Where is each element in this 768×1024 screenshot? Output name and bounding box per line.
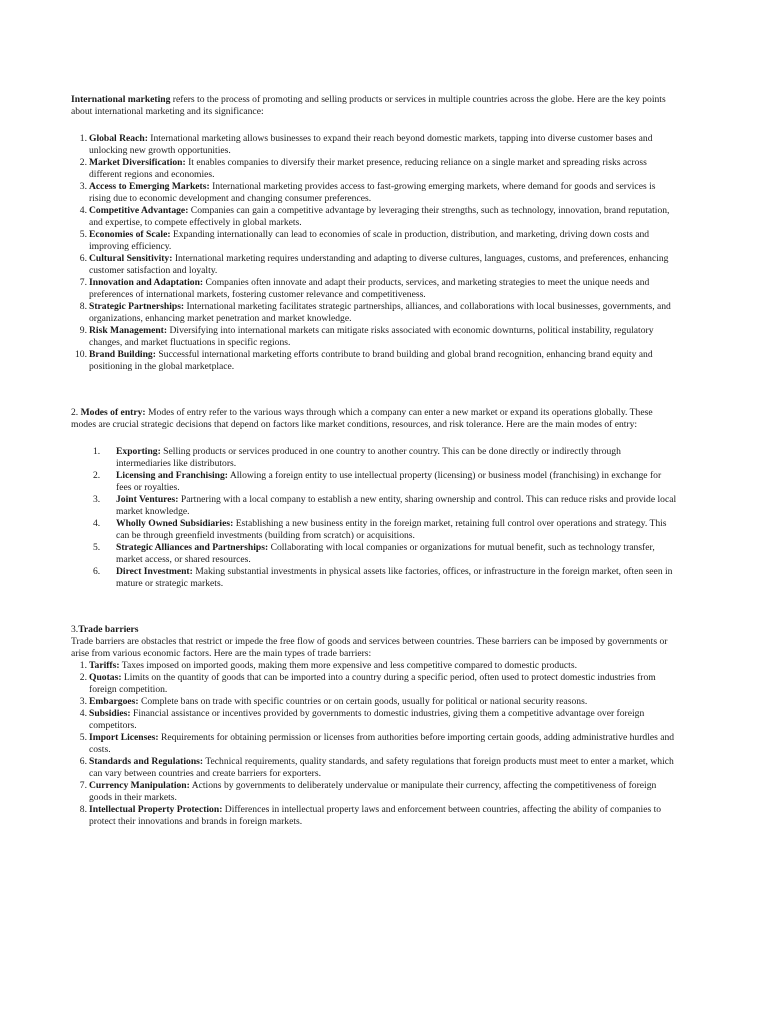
list-item <box>71 133 677 157</box>
list-item-text: It enables companies to diversify their market presence, reducing reliance on a single market and spreading risks across different regions and economies. <box>89 157 647 180</box>
list-item-number: 3. <box>93 494 101 505</box>
significance-list <box>71 133 677 373</box>
document-body <box>71 94 677 828</box>
list-item-term: Innovation and Adaptation: <box>89 277 204 288</box>
list-item-text: Actions by governments to deliberately undervalue or manipulate their currency, affecting the competitiveness of foreign goods in their markets. <box>89 780 657 803</box>
list-item-number: 9. <box>79 325 87 336</box>
list-item <box>71 732 677 756</box>
list-item-term: Economies of Scale: <box>89 229 171 240</box>
list-item-number: 10. <box>75 349 87 360</box>
list-item-text: Making substantial investments in physical assets like factories, offices, or infrastructure in the foreign market, often seen in mature or strategic markets. <box>116 566 673 589</box>
list-item-term: Direct Investment: <box>116 566 193 577</box>
list-item-term: Market Diversification: <box>89 157 186 168</box>
list-item-text: Expanding internationally can lead to economies of scale in production, distribution, and marketing, driving down costs and improving efficiency. <box>89 229 650 252</box>
section-modes-of-entry <box>71 407 677 590</box>
list-item-term: Subsidies: <box>89 708 131 719</box>
list-item-text: Differences in intellectual property laws and enforcement between countries, affecting the ability of companies to protect their innovations and brands in foreign markets. <box>89 804 662 827</box>
list-item-text: Selling products or services produced in one country to another country. This can be done directly or indirectly through intermediaries like distributors. <box>116 446 621 469</box>
list-item <box>71 349 677 373</box>
section2-intro-text: Modes of entry refer to the various ways through which a company can enter a new market or expand its operations globally. These modes are crucial strategic decisions that depend on factors like market conditions, resources, and risk tolerance. Here are the main modes of entry: <box>71 407 653 430</box>
list-item-number: 5. <box>93 542 101 553</box>
list-item-number: 6. <box>93 566 101 577</box>
list-item-number: 8. <box>79 301 87 312</box>
list-item-text: International marketing allows businesses to expand their reach beyond domestic markets, tapping into diverse customer bases and unlocking new growth opportunities. <box>89 133 653 156</box>
list-item-text: Successful international marketing efforts contribute to brand building and global brand recognition, enhancing brand equity and positioning in the global marketplace. <box>89 349 653 372</box>
list-item-term: Access to Emerging Markets: <box>89 181 210 192</box>
list-item <box>71 566 677 590</box>
list-item <box>71 756 677 780</box>
list-item <box>71 708 677 732</box>
list-item-number: 7. <box>79 780 87 791</box>
list-item-text: Technical requirements, quality standards, and safety regulations that foreign products must meet to enter a market, which can vary between countries and create barriers for exporters. <box>89 756 674 779</box>
list-item-number: 5. <box>79 732 87 743</box>
list-item <box>71 325 677 349</box>
list-item-text: International marketing facilitates strategic partnerships, alliances, and collaborations with local businesses, governments, and organizations, enhancing market penetration and market knowledge. <box>89 301 671 324</box>
list-item <box>71 446 677 470</box>
list-item-text: Establishing a new business entity in the foreign market, retaining full control over operations and strategy. This can be through greenfield investments (building from scratch) or acquisitions. <box>116 518 667 541</box>
list-item-number: 1. <box>79 660 87 671</box>
list-item <box>71 660 677 672</box>
list-item-term: Import Licenses: <box>89 732 159 743</box>
list-item <box>71 696 677 708</box>
list-item-text: Collaborating with local companies or organizations for mutual benefit, such as technology transfer, market access, or shared resources. <box>116 542 655 565</box>
section1-intro-text: refers to the process of promoting and selling products or services in multiple countries across the globe. Here are the key points about international marketing and its significance: <box>71 94 666 117</box>
list-item-number: 6. <box>79 253 87 264</box>
list-item-text: Diversifying into international markets can mitigate risks associated with economic downturns, political instability, regulatory changes, and market fluctuations in specific regions. <box>89 325 654 348</box>
list-item <box>71 157 677 181</box>
list-item <box>71 804 677 828</box>
list-item-term: Cultural Sensitivity: <box>89 253 173 264</box>
list-item <box>71 253 677 277</box>
list-item <box>71 229 677 253</box>
list-item-text: International marketing requires understanding and adapting to diverse cultures, languages, customs, and preferences, enhancing customer satisfaction and loyalty. <box>89 253 669 276</box>
list-item <box>71 542 677 566</box>
list-item-text: Companies can gain a competitive advantage by leveraging their strengths, such as technology, innovation, brand reputation, and expertise, to compete effectively in global markets. <box>89 205 670 228</box>
list-item <box>71 494 677 518</box>
list-item-term: Exporting: <box>116 446 161 457</box>
list-item-term: Strategic Partnerships: <box>89 301 185 312</box>
list-item-text: Taxes imposed on imported goods, making them more expensive and less competitive compared to domestic products. <box>119 660 577 671</box>
list-item <box>71 181 677 205</box>
section2-intro <box>71 407 677 431</box>
list-item-text: Financial assistance or incentives provided by governments to domestic industries, giving them a competitive advantage over foreign competitors. <box>89 708 645 731</box>
trade-barriers-list <box>71 660 677 828</box>
list-item-term: Wholly Owned Subsidiaries: <box>116 518 234 529</box>
list-item-number: 5. <box>79 229 87 240</box>
list-item-number: 2. <box>93 470 101 481</box>
list-item <box>71 470 677 494</box>
section3-prefix: 3. <box>71 624 79 635</box>
list-item-term: Intellectual Property Protection: <box>89 804 223 815</box>
list-item <box>71 780 677 804</box>
list-item <box>71 277 677 301</box>
section3-heading <box>71 624 677 636</box>
list-item-term: Strategic Alliances and Partnerships: <box>116 542 269 553</box>
list-item-number: 7. <box>79 277 87 288</box>
list-item-number: 6. <box>79 756 87 767</box>
section-trade-barriers <box>71 624 677 828</box>
list-item-term: Competitive Advantage: <box>89 205 189 216</box>
list-item-term: Global Reach: <box>89 133 148 144</box>
list-item-number: 1. <box>93 446 101 457</box>
list-item-text: Complete bans on trade with specific countries or on certain goods, usually for political or national security reasons. <box>138 696 588 707</box>
list-item <box>71 301 677 325</box>
section3-intro: Trade barriers are obstacles that restrict or impede the free flow of goods and services between countries. These barriers can be imposed by governments or arise from various economic factors. Here are the main types of trade barriers: <box>71 636 668 659</box>
list-item-text: Limits on the quantity of goods that can be imported into a country during a specific period, often used to protect domestic industries from foreign competition. <box>89 672 656 695</box>
list-item-text: Requirements for obtaining permission or licenses from authorities before importing certain goods, adding administrative hurdles and costs. <box>89 732 675 755</box>
section2-heading: Modes of entry: <box>80 407 146 418</box>
list-item-text: Allowing a foreign entity to use intellectual property (licensing) or business model (franchising) in exchange for fees or royalties. <box>116 470 662 493</box>
list-item-text: International marketing provides access to fast-growing emerging markets, where demand for goods and services is rising due to economic development and changing consumer preferences. <box>89 181 656 204</box>
list-item-number: 4. <box>79 708 87 719</box>
list-item-number: 3. <box>79 696 87 707</box>
list-item <box>71 205 677 229</box>
list-item-term: Licensing and Franchising: <box>116 470 228 481</box>
section1-intro-bold: International marketing <box>71 94 171 105</box>
list-item <box>71 518 677 542</box>
section2-prefix: 2. <box>71 407 81 418</box>
section1-intro <box>71 94 677 118</box>
modes-of-entry-list <box>71 446 677 590</box>
list-item-term: Tariffs: <box>89 660 120 671</box>
list-item-text: Partnering with a local company to establish a new entity, sharing ownership and control. This can reduce risks and provide local market knowledge. <box>116 494 677 517</box>
list-item-number: 4. <box>79 205 87 216</box>
section3-heading-text: Trade barriers <box>78 624 139 635</box>
list-item-number: 2. <box>79 672 87 683</box>
list-item-number: 8. <box>79 804 87 815</box>
list-item-number: 4. <box>93 518 101 529</box>
list-item-number: 3. <box>79 181 87 192</box>
list-item-number: 2. <box>79 157 87 168</box>
list-item-text: Companies often innovate and adapt their products, services, and marketing strategies to meet the unique needs and preferences of international markets, fostering customer relevance and competitiveness. <box>89 277 650 300</box>
list-item-term: Quotas: <box>89 672 122 683</box>
list-item-term: Brand Building: <box>89 349 156 360</box>
list-item-term: Risk Management: <box>89 325 168 336</box>
list-item <box>71 672 677 696</box>
list-item-term: Standards and Regulations: <box>89 756 204 767</box>
list-item-term: Embargoes: <box>89 696 139 707</box>
list-item-term: Currency Manipulation: <box>89 780 190 791</box>
list-item-number: 1. <box>79 133 87 144</box>
list-item-term: Joint Ventures: <box>116 494 179 505</box>
section-international-marketing <box>71 94 677 373</box>
